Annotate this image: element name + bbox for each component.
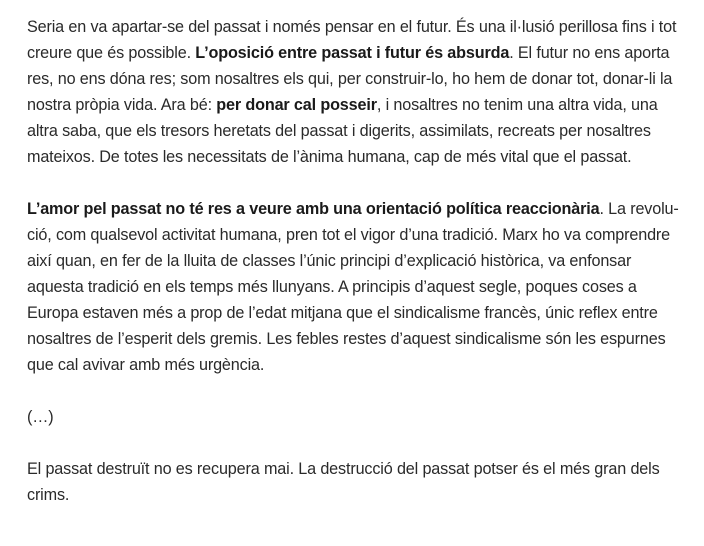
text-segment: . La revolució, com qualsevol activitat humana, pren tot el vigor d’una tradició. Marx ho va comprendre així quan, en fer de la lluita de classes l’únic principi d’explicació històrica, va enfonsar aquesta tradició en els temps més llunyans. A principis d’aquest segle, poques coses a Europa estaven més a prop de l’edat mitjana que el sindicalisme francès, únic reflex entre nosaltres de l’esperit dels gremis. Les febles restes d’aquest sindicalisme són les espurnes que cal avivar amb més urgència. (27, 200, 679, 374)
paragraph-ellipsis (27, 404, 683, 430)
paragraph-3 (27, 456, 683, 508)
text-segment: , i nosaltres no tenim una altra vida, una altra saba, que els tresors heretats del passat i digerits, assimilats, recreats per nosaltres mateixos. De totes les necessitats de l’ànima humana, cap de més vital que el passat. (27, 96, 658, 166)
article-body (27, 14, 683, 508)
bold-phrase: L’amor pel passat no té res a veure amb una orientació política reaccionària (27, 200, 600, 218)
paragraph-1 (27, 14, 683, 170)
text-segment: (…) (27, 408, 54, 426)
text-segment: Seria en va apartar-se del passat i només pensar en el futur. És una il·lusió perillosa fins i tot creure que és possible. (27, 18, 677, 62)
text-segment: . El futur no ens aporta res, no ens dóna res; som nosaltres els qui, per construir-lo, ho hem de donar tot, donar-li la nostra pròpia vida. Ara bé: (27, 44, 673, 114)
paragraph-2 (27, 196, 683, 378)
bold-phrase: per donar cal posseir (216, 96, 377, 114)
text-segment: El passat destruït no es recupera mai. La destrucció del passat potser és el més gran dels crims. (27, 460, 660, 504)
bold-phrase: L’oposició entre passat i futur és absurda (195, 44, 510, 62)
